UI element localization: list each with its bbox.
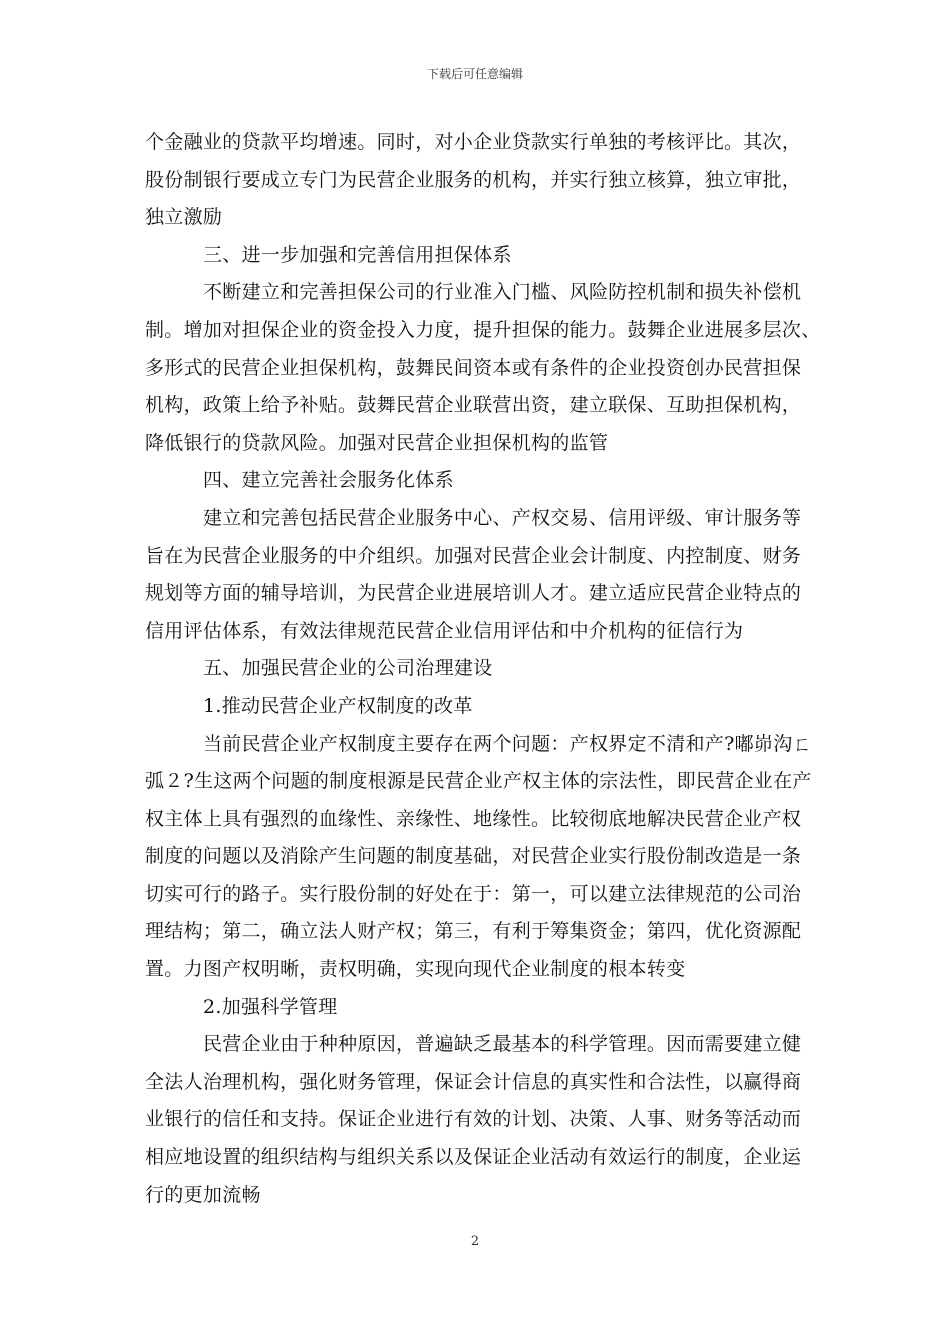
page-header: 下载后可任意编辑 (426, 67, 523, 81)
document-body (145, 124, 821, 1214)
paragraph-first-line: 建立和完善包括民营企业服务中心、产权交易、信用评级、审计服务等 (203, 506, 802, 529)
text-line: 业银行的信任和支持。保证企业进行有效的计划、决策、人事、财务等活动而 (145, 1108, 802, 1131)
text-line: 信用评估体系，有效法律规范民营企业信用评估和中介机构的征信行为 (145, 619, 744, 642)
paragraph-first-line: 五、加强民营企业的公司治理建设 (203, 657, 493, 680)
text-line: 独立激励 (145, 206, 223, 229)
text-line: 个金融业的贷款平均增速。同时，对小企业贷款实行单独的考核评比。其次， (145, 131, 802, 153)
paragraph-first-line: 民营企业由于种种原因，普遍缺乏最基本的科学管理。因而需要建立健 (203, 1033, 802, 1056)
paragraph-first-line: 三、进一步加强和完善信用担保体系 (203, 243, 512, 266)
text-line: 降低银行的贷款风险。加强对民营企业担保机构的监管 (145, 431, 609, 454)
text-line: 相应地设置的组织结构与组织关系以及保证企业活动有效运行的制度，企业运 (145, 1146, 802, 1169)
text-line: 置。力图产权明晰，责权明确，实现向现代企业制度的根本转变 (145, 958, 686, 981)
page-number: 2 (470, 1234, 480, 1249)
text-line: 多形式的民营企业担保机构，鼓舞民间资本或有条件的企业投资创办民营担保 (145, 356, 802, 379)
text-line: 规划等方面的辅导培训，为民营企业进展培训人才。建立适应民营企业特点的 (145, 582, 802, 605)
paragraph-first-line: 2.加强科学管理 (203, 995, 338, 1018)
text-line: 全法人治理机构，强化财务管理，保证会计信息的真实性和合法性，以赢得商 (145, 1070, 802, 1093)
paragraph-first-line: 四、建立完善社会服务化体系 (203, 469, 454, 492)
text-line: 机构，政策上给予补贴。鼓舞民营企业联营出资，建立联保、互助担保机构， (145, 394, 802, 417)
paragraph-first-line: 不断建立和完善担保公司的行业准入门槛、风险防控机制和损失补偿机 (203, 281, 802, 304)
paragraph-first-line: 1.推动民营企业产权制度的改革 (203, 694, 473, 717)
text-line: 行的更加流畅 (145, 1183, 261, 1206)
paragraph-first-line: 当前民营企业产权制度主要存在两个问题：产权界定不清和产?嘟峁沟ㄈ (203, 732, 812, 755)
text-line: 制。增加对担保企业的资金投入力度，提升担保的能力。鼓舞企业进展多层次、 (145, 318, 821, 341)
text-line: 切实可行的路子。实行股份制的好处在于：第一，可以建立法律规范的公司治 (145, 882, 802, 905)
text-line: 权主体上具有强烈的血缘性、亲缘性、地缘性。比较彻底地解决民营企业产权 (145, 807, 802, 830)
text-line: 弧２?生这两个问题的制度根源是民营企业产权主体的宗法性，即民营企业在产 (145, 770, 812, 793)
text-line: 理结构；第二，确立法人财产权；第三，有利于筹集资金；第四，优化资源配 (145, 920, 802, 943)
text-line: 股份制银行要成立专门为民营企业服务的机构，并实行独立核算，独立审批， (145, 168, 802, 191)
text-line: 旨在为民营企业服务的中介组织。加强对民营企业会计制度、内控制度、财务 (145, 544, 802, 567)
text-line: 制度的问题以及消除产生问题的制度基础，对民营企业实行股份制改造是一条 (145, 845, 802, 868)
